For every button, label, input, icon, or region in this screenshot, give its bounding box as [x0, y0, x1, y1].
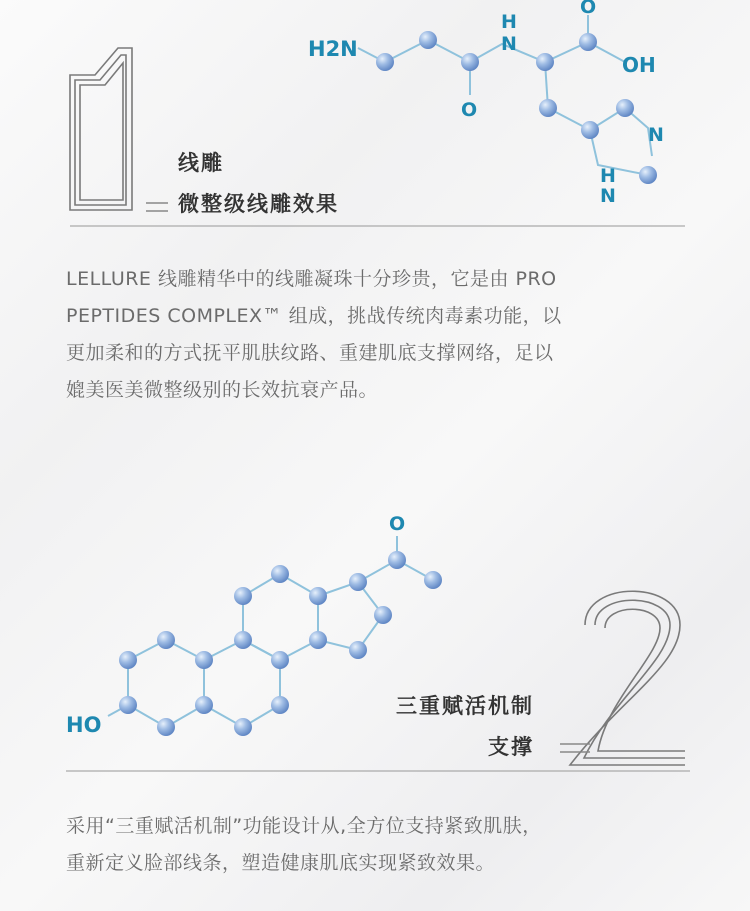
section1-line-4: 媲美医美微整级别的长效抗衰产品。	[66, 379, 379, 401]
label-amine: H2N	[308, 37, 358, 61]
label-nh-h: H	[501, 11, 517, 33]
section2-paragraph	[66, 808, 706, 882]
label-carbonyl-o-bottom: O	[461, 99, 478, 121]
label-ketone-o: O	[389, 513, 406, 535]
section1-line-1: LELLURE 线雕精华中的线雕凝珠十分珍贵，它是由 PRO	[66, 268, 557, 290]
section2-line-1: 采用“三重赋活机制”功能设计从,全方位支持紧致肌肤，	[66, 815, 542, 837]
section1-subtitle: 微整级线雕效果	[178, 192, 339, 216]
label-ring-nh-h: H	[600, 165, 616, 187]
label-ho: HO	[66, 713, 102, 737]
section2-title: 三重赋活机制	[396, 694, 534, 718]
section2-subtitle: 支撑	[488, 735, 534, 759]
section1-paragraph	[66, 261, 696, 409]
label-hydroxyl: OH	[622, 53, 656, 77]
molecule-two	[108, 536, 442, 736]
section1-line-2: PEPTIDES COMPLEX™ 组成，挑战传统肉毒素功能，以	[66, 305, 562, 327]
label-ring-nh-n: N	[600, 185, 616, 207]
label-carbonyl-o: O	[580, 0, 597, 18]
section1-line-3: 更加柔和的方式抚平肌肤纹路、重建肌底支撑网络，足以	[66, 342, 554, 364]
section1-title: 线雕	[178, 151, 224, 175]
section2-line-2: 重新定义脸部线条，塑造健康肌底实现紧致效果。	[66, 852, 496, 874]
label-nh-n: N	[501, 33, 517, 55]
label-ring-n: N	[648, 124, 664, 146]
